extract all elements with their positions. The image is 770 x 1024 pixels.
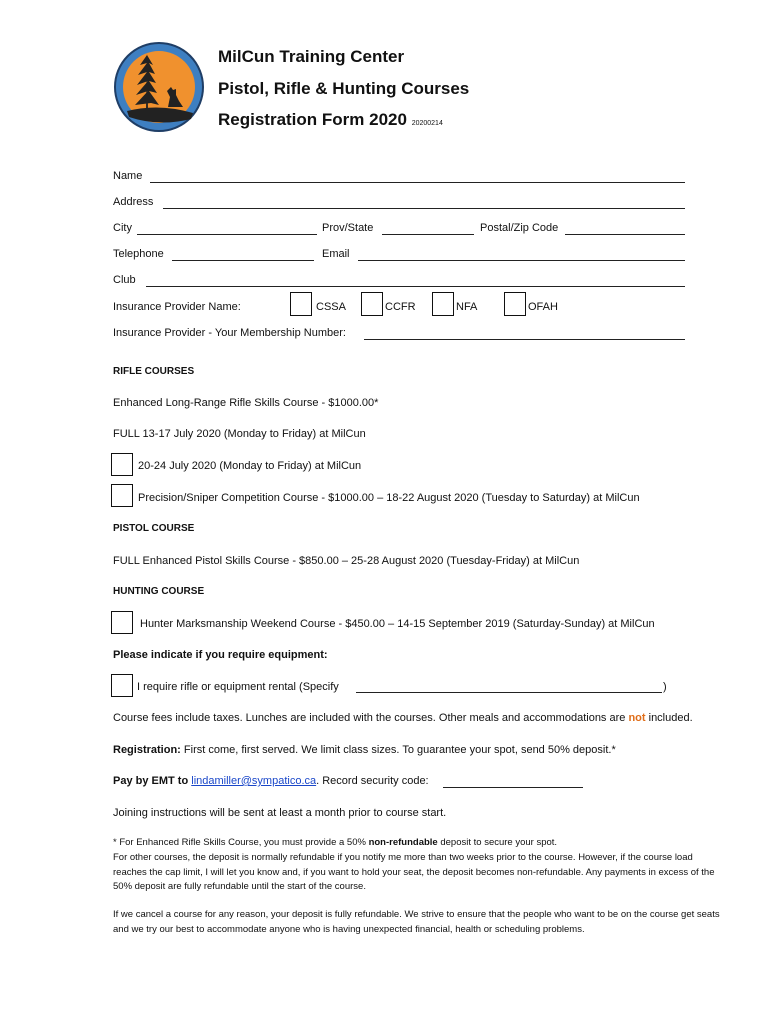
pistol-heading: PISTOL COURSE (113, 523, 195, 534)
fees-text-after: included. (648, 712, 693, 724)
city-field[interactable] (137, 234, 317, 235)
postal-label: Postal/Zip Code (480, 222, 559, 234)
rifle-heading: RIFLE COURSES (113, 366, 195, 377)
fees-not-emphasis: not (628, 712, 646, 724)
email-field[interactable] (358, 260, 685, 261)
checkbox-nfa[interactable] (432, 292, 454, 316)
registration-label: Registration: (113, 744, 181, 756)
note-deposit-bold: non-refundable (368, 837, 438, 848)
note-cancellation: If we cancel a course for any reason, your deposit is fully refundable. We strive to ensure that the people who want to be on the course get seats and we try our best to accommodate anyone who is having unexpected financial, health or scheduling problems. (113, 909, 720, 935)
form-title (218, 110, 443, 130)
option-ccfr-label: CCFR (385, 301, 416, 313)
name-label: Name (113, 170, 143, 182)
payment-label: Pay by EMT to (113, 775, 189, 787)
membership-field[interactable] (364, 339, 685, 340)
pistol-full-session: FULL Enhanced Pistol Skills Course - $850.00 – 25-28 August 2020 (Tuesday-Friday) at MilCun (113, 555, 580, 567)
security-code-field[interactable] (443, 787, 583, 788)
address-field[interactable] (163, 208, 685, 209)
org-title: MilCun Training Center (218, 47, 405, 66)
address-label: Address (113, 196, 154, 208)
rifle-course-title: Enhanced Long-Range Rifle Skills Course - $1000.00* (113, 397, 379, 409)
form-title-text: Registration Form 2020 (218, 110, 407, 129)
email-label: Email (322, 248, 350, 260)
joining-text: Joining instructions will be sent at least a month prior to course start. (113, 807, 447, 819)
checkbox-hunting-option[interactable] (111, 611, 133, 634)
postal-field[interactable] (565, 234, 685, 235)
equipment-specify-field[interactable] (356, 692, 662, 693)
telephone-field[interactable] (172, 260, 314, 261)
form-code: 20200214 (411, 120, 443, 127)
prov-field[interactable] (382, 234, 474, 235)
note-refund-policy: For other courses, the deposit is normally refundable if you notify me more than two weeks prior to the course. However, if the course load reaches the cap limit, I will let you know and, if you want to hold your seat, the deposit becomes non-refundable. Any payments in excess of the 50% deposit are fully refundable until the start of the course. (113, 852, 715, 892)
equipment-close-paren: ) (663, 681, 667, 693)
checkbox-cssa[interactable] (290, 292, 312, 316)
equipment-heading: Please indicate if you require equipment: (113, 649, 328, 661)
equipment-option-label: I require rifle or equipment rental (Specify (137, 681, 339, 693)
note-deposit-after: deposit to secure your spot. (440, 837, 558, 848)
checkbox-rifle-option1[interactable] (111, 453, 133, 476)
hunting-heading: HUNTING COURSE (113, 586, 205, 597)
checkbox-ofah[interactable] (504, 292, 526, 316)
rifle-option2-label: Precision/Sniper Competition Course - $1000.00 – 18-22 August 2020 (Tuesday to Saturday) at MilCun (138, 492, 640, 504)
checkbox-equipment[interactable] (111, 674, 133, 697)
rifle-full-session: FULL 13-17 July 2020 (Monday to Friday) at MilCun (113, 428, 366, 440)
checkbox-rifle-option2[interactable] (111, 484, 133, 507)
fees-text (113, 712, 693, 724)
payment-body: . Record security code: (316, 775, 429, 787)
membership-label: Insurance Provider - Your Membership Number: (113, 327, 346, 339)
city-label: City (113, 222, 132, 234)
insurance-label: Insurance Provider Name: (113, 301, 241, 313)
milcun-logo (113, 41, 205, 133)
courses-title: Pistol, Rifle & Hunting Courses (218, 79, 470, 98)
note-deposit (113, 836, 723, 851)
logo-emblem-icon (113, 41, 205, 133)
prov-label: Prov/State (322, 222, 374, 234)
checkbox-ccfr[interactable] (361, 292, 383, 316)
payment-email-link[interactable]: lindamiller@sympatico.ca (191, 775, 317, 787)
name-field[interactable] (150, 182, 685, 183)
hunting-option-label: Hunter Marksmanship Weekend Course - $450.00 – 14-15 September 2019 (Saturday-Sunday) at MilCun (140, 618, 655, 630)
rifle-option1-label: 20-24 July 2020 (Monday to Friday) at MilCun (138, 460, 362, 472)
payment-text (113, 775, 429, 787)
option-ofah-label: OFAH (528, 301, 558, 313)
option-cssa-label: CSSA (316, 301, 346, 313)
note-deposit-before: * For Enhanced Rifle Skills Course, you must provide a 50% (113, 837, 366, 848)
club-label: Club (113, 274, 136, 286)
registration-text (113, 744, 616, 756)
fees-text-before: Course fees include taxes. Lunches are included with the courses. Other meals and accommodations are (113, 712, 626, 724)
registration-body: First come, first served. We limit class sizes. To guarantee your spot, send 50% deposit.* (183, 744, 616, 756)
club-field[interactable] (146, 286, 685, 287)
telephone-label: Telephone (113, 248, 164, 260)
option-nfa-label: NFA (456, 301, 478, 313)
